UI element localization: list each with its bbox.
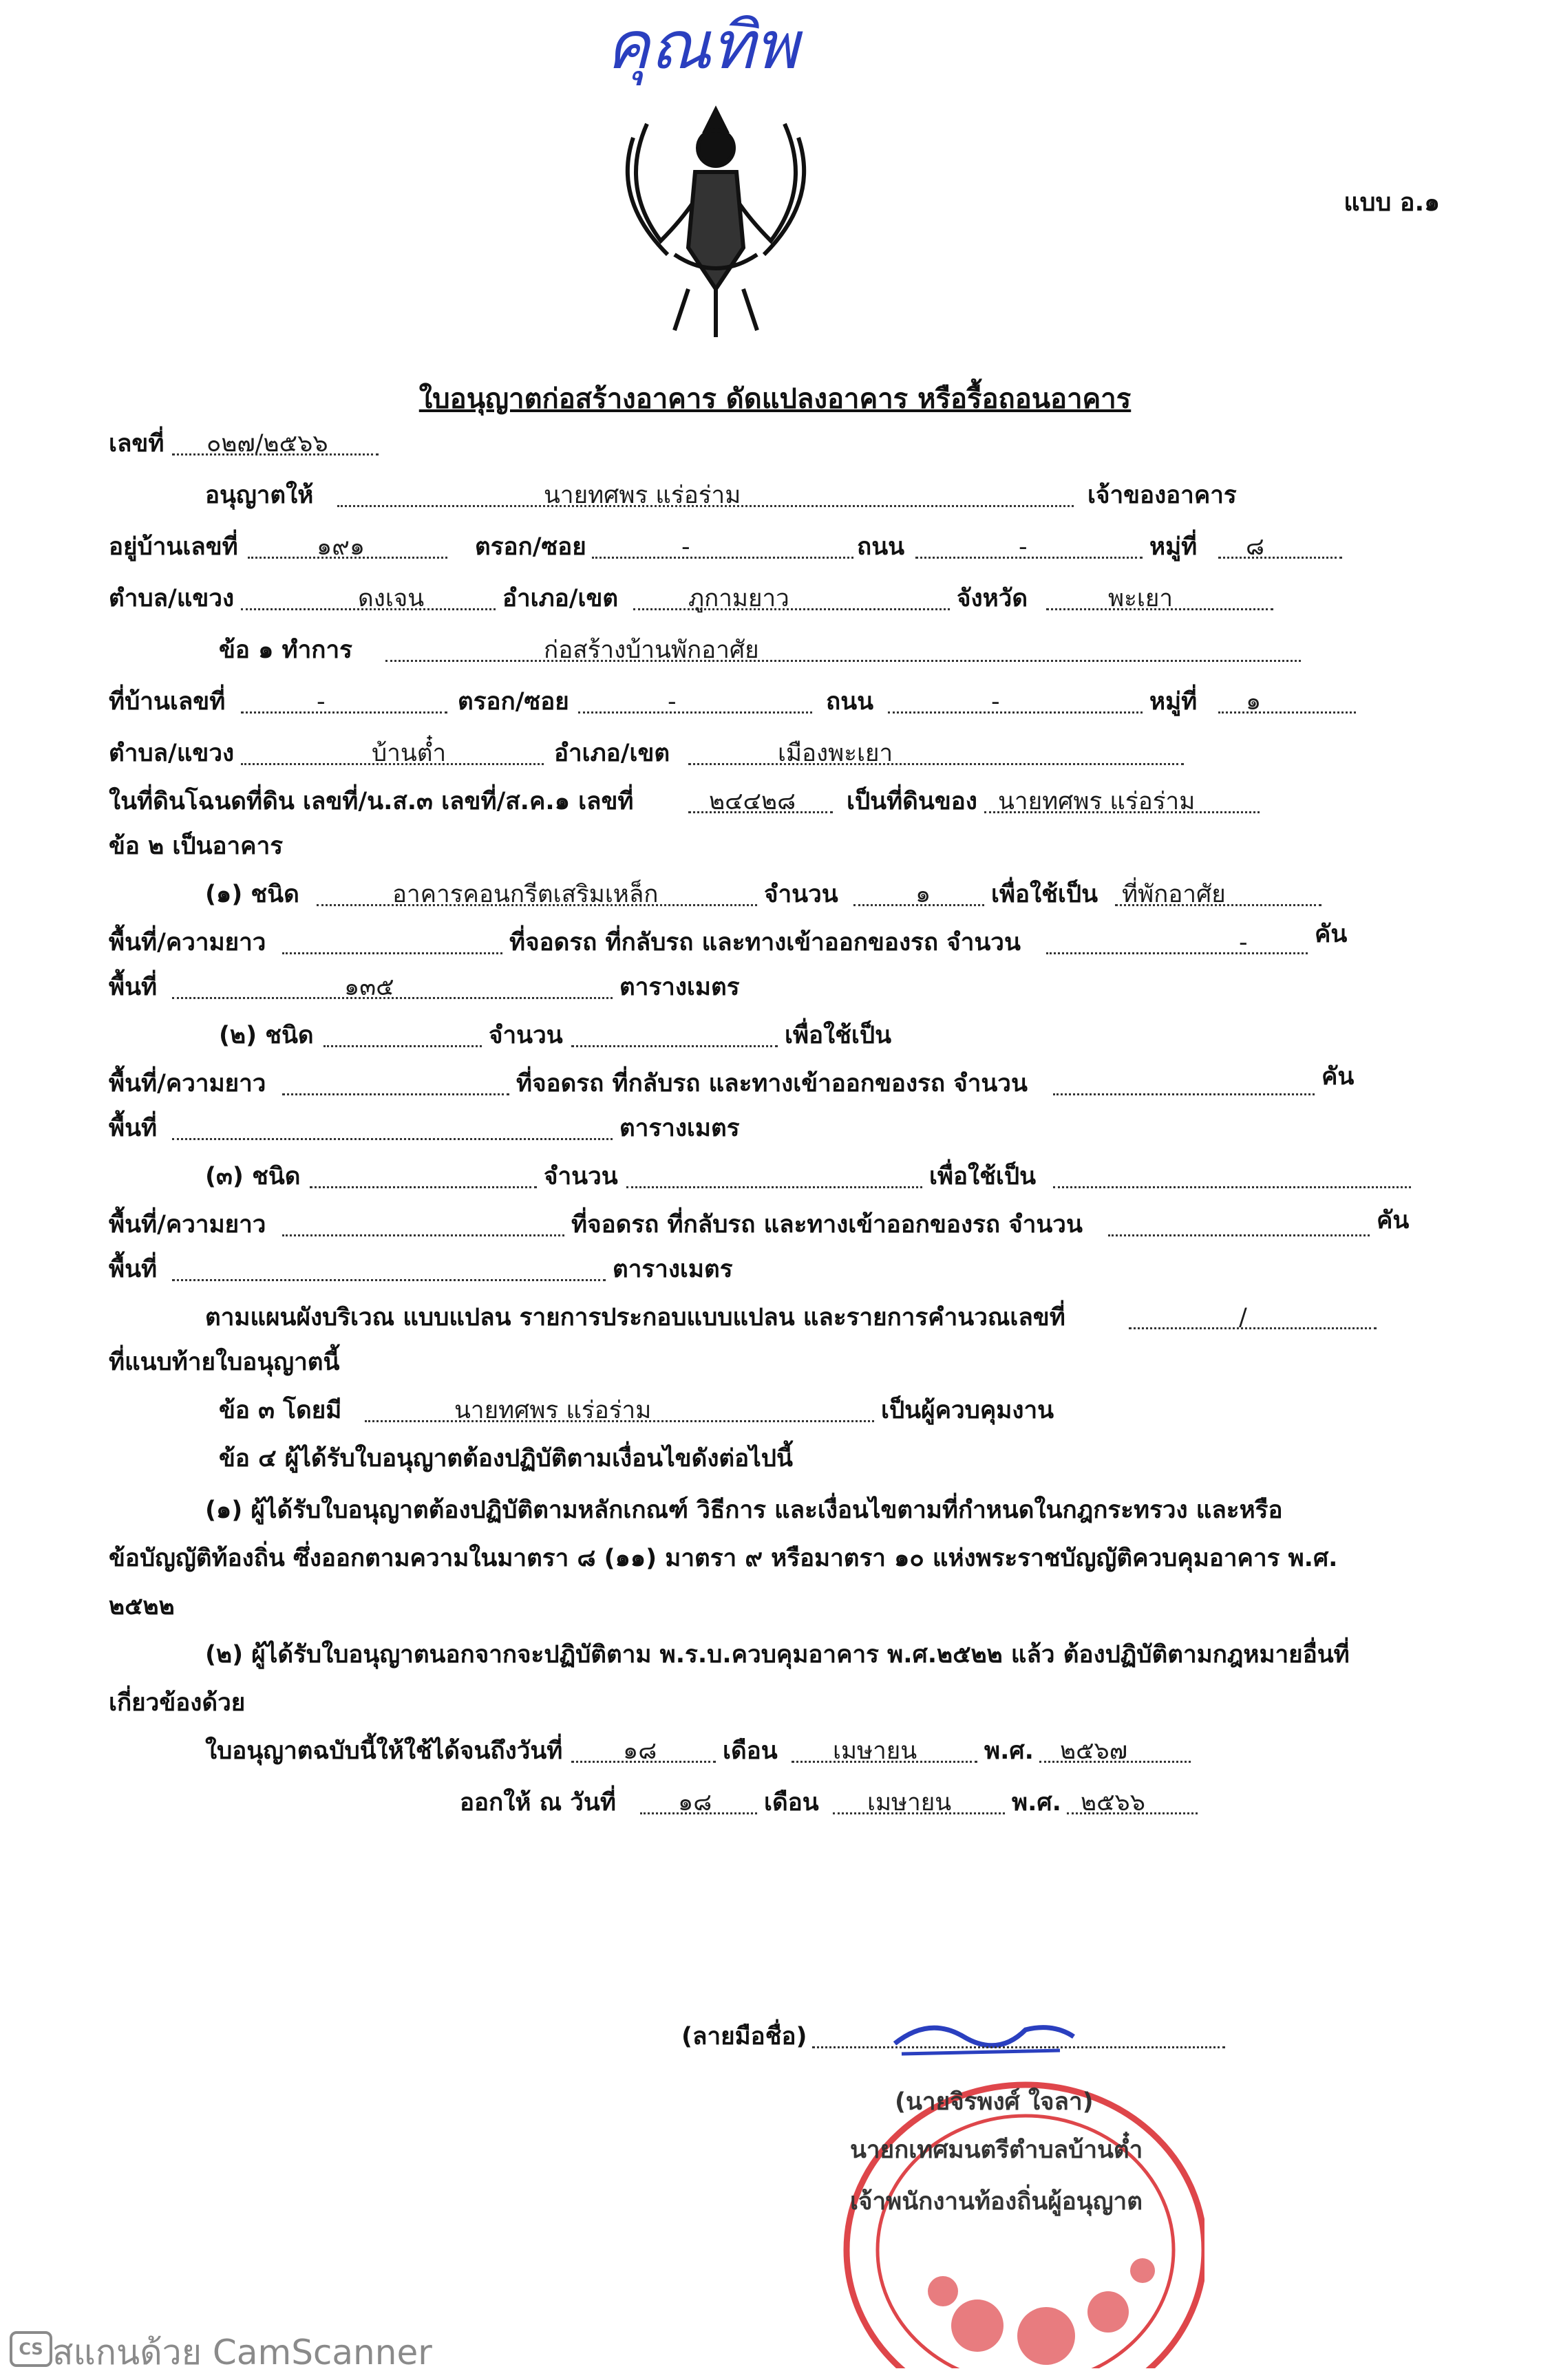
b1-type-value: อาคารคอนกรีตเสริมเหล็ก (392, 881, 659, 908)
site-moo-value: ๑ (1246, 688, 1262, 716)
issued-month-label: เดือน (764, 1789, 819, 1816)
row-address (0, 526, 1550, 575)
row-b1-area (0, 922, 1550, 970)
row-signer-position (0, 2130, 1550, 2178)
row-b3-sqm (0, 1249, 1550, 1297)
row-issued (0, 1782, 1550, 1830)
row-valid (0, 1730, 1550, 1779)
clause2-label: ข้อ ๒ เป็นอาคาร (109, 833, 284, 860)
addr-road-value: - (1019, 533, 1028, 561)
row-b2-area (0, 1063, 1550, 1111)
b3-area-label: พื้นที่/ความยาว (109, 1211, 266, 1239)
issued-year-label: พ.ศ. (1012, 1789, 1061, 1816)
b1-type-label: (๑) ชนิด (205, 881, 299, 908)
row-clause1 (0, 630, 1550, 678)
issued-month: เมษายน (867, 1789, 952, 1816)
plan-value: / (1239, 1304, 1247, 1331)
issued-day: ๑๘ (678, 1789, 712, 1816)
cond2-line1: (๒) ผู้ได้รับใบอนุญาตนอกจากจะปฏิบัติตาม พ.ร.บ.ควบคุมอาคาร พ.ศ.๒๕๒๒ แล้ว ต้องปฏิบัติตามกฎหมายอื่นที่ (205, 1641, 1350, 1669)
addr-moo-value: ๘ (1246, 533, 1265, 561)
b1-parking-value: - (1239, 929, 1248, 956)
valid-label: ใบอนุญาตฉบับนี้ให้ใช้ได้จนถึงวันที่ (205, 1737, 563, 1765)
site-road-label: ถนน (826, 688, 874, 716)
b2-use-label: เพื่อใช้เป็น (785, 1022, 892, 1049)
b3-unit: คัน (1377, 1207, 1410, 1234)
site-amphoe-value: เมืองพะเยา (778, 740, 893, 767)
clause3-value: นายทศพร แร่อร่าม (454, 1397, 652, 1424)
addr-soi-value: - (681, 533, 690, 561)
addr-amphoe-label: อำเภอ/เขต (502, 585, 619, 612)
row-clause4 (0, 1438, 1550, 1486)
site-house-label: ที่บ้านเลขที่ (109, 688, 226, 716)
b1-area2-value: ๑๓๕ (344, 974, 394, 1001)
site-amphoe-label: อำเภอ/เขต (554, 740, 670, 767)
site-tambon-label: ตำบล/แขวง (109, 740, 235, 767)
cond2-line2: เกี่ยวข้องด้วย (109, 1689, 246, 1717)
grantee-value: นายทศพร แร่อร่าม (544, 482, 741, 509)
b2-type-label: (๒) ชนิด (219, 1022, 314, 1049)
signer-position: นายกเทศมนตรีตำบลบ้านต๋ำ (850, 2136, 1143, 2164)
row-site (0, 681, 1550, 729)
b1-count-value: ๑ (915, 881, 931, 908)
cond1-line1: (๑) ผู้ได้รับใบอนุญาตต้องปฏิบัติตามหลักเกณฑ์ วิธีการ และเงื่อนไขตามที่กำหนดในกฎกระทรวง และหรือ (205, 1497, 1283, 1524)
land-label: ในที่ดินโฉนดที่ดิน เลขที่/น.ส.๓ เลขที่/ส.ค.๑ เลขที่ (109, 788, 634, 815)
addr-province-label: จังหวัด (957, 585, 1028, 612)
clause4: ข้อ ๔ ผู้ได้รับใบอนุญาตต้องปฏิบัติตามเงื่อนไขดังต่อไปนี้ (219, 1445, 793, 1472)
row-cond2-1 (0, 1634, 1550, 1682)
site-tambon-value: บ้านต๋ำ (372, 740, 447, 767)
land-value: ๒๔๔๒๘ (709, 788, 796, 815)
b1-parking-label: ที่จอดรถ ที่กลับรถ และทางเข้าออกของรถ จำนวน (509, 929, 1021, 956)
valid-year-label: พ.ศ. (984, 1737, 1034, 1765)
site-moo-label: หมู่ที่ (1149, 688, 1198, 716)
garuda-emblem (606, 83, 826, 344)
addr-house-value: ๑๙๑ (317, 533, 365, 561)
site-soi-value: - (668, 688, 677, 716)
b3-type-label: (๓) ชนิด (205, 1163, 301, 1190)
row-site-2 (0, 733, 1550, 781)
owner-label: เจ้าของอาคาร (1087, 482, 1237, 509)
row-address-2 (0, 578, 1550, 626)
b2-unit: คัน (1321, 1063, 1355, 1091)
b3-parking-label: ที่จอดรถ ที่กลับรถ และทางเข้าออกของรถ จำนวน (571, 1211, 1083, 1239)
addr-moo-label: หมู่ที่ (1149, 533, 1198, 561)
addr-tambon-label: ตำบล/แขวง (109, 585, 235, 612)
row-b3-type (0, 1156, 1550, 1204)
b3-use-label: เพื่อใช้เป็น (929, 1163, 1037, 1190)
permit-no-label: เลขที่ (109, 430, 164, 458)
site-road-value: - (991, 688, 1000, 716)
row-grantee (0, 475, 1550, 523)
valid-month: เมษายน (833, 1737, 917, 1765)
issued-year: ๒๕๖๖ (1081, 1789, 1145, 1816)
b1-unit: คัน (1315, 921, 1348, 948)
row-b2-sqm (0, 1108, 1550, 1156)
b1-area2-label: พื้นที่ (109, 974, 158, 1001)
row-plan-tail (0, 1342, 1550, 1390)
land-owner-label: เป็นที่ดินของ (847, 788, 977, 815)
b1-use-value: ที่พักอาศัย (1122, 881, 1226, 908)
b2-parking-label: ที่จอดรถ ที่กลับรถ และทางเข้าออกของรถ จำนวน (516, 1070, 1028, 1097)
row-land (0, 781, 1550, 829)
cond1-line3: ๒๕๒๒ (109, 1593, 175, 1620)
row-b3-area (0, 1204, 1550, 1252)
page-title: ใบอนุญาตก่อสร้างอาคาร ดัดแปลงอาคาร หรือรื้อถอนอาคาร (418, 383, 1132, 415)
row-cond2-2 (0, 1682, 1550, 1730)
camscanner-icon: CS (10, 2331, 52, 2367)
b3-count-label: จำนวน (544, 1163, 618, 1190)
row-sign (0, 2016, 1550, 2064)
clause3-label: ข้อ ๓ โดยมี (219, 1397, 342, 1424)
b3-area2-label: พื้นที่ (109, 1256, 158, 1283)
row-b2-type (0, 1015, 1550, 1063)
valid-day: ๑๘ (623, 1737, 657, 1765)
row-signer-role (0, 2181, 1550, 2229)
row-cond1-1 (0, 1490, 1550, 1538)
sign-label: (ลายมือชื่อ) (681, 2023, 807, 2050)
handwritten-note: คุณทิพ (606, 7, 798, 84)
row-signer-name (0, 2081, 1550, 2130)
addr-house-label: อยู่บ้านเลขที่ (109, 533, 238, 561)
row-permit-no (0, 423, 1550, 471)
camscanner-watermark: สแกนด้วย CamScanner (52, 2333, 432, 2372)
row-cond1-3 (0, 1586, 1550, 1634)
site-soi-label: ตรอก/ซอย (458, 688, 569, 716)
issued-label: ออกให้ ณ วันที่ (460, 1789, 616, 1816)
addr-road-label: ถนน (857, 533, 905, 561)
row-clause2 (0, 826, 1550, 874)
b1-use-label: เพื่อใช้เป็น (991, 881, 1098, 908)
row-clause3 (0, 1390, 1550, 1438)
addr-amphoe-value: ภูกามยาว (688, 585, 789, 612)
clause3-tail: เป็นผู้ควบคุมงาน (881, 1397, 1054, 1424)
form-code: แบบ อ.๑ (1344, 189, 1440, 217)
row-cond1-2 (0, 1538, 1550, 1586)
signer-role: เจ้าพนักงานท้องถิ่นผู้อนุญาต (850, 2188, 1143, 2216)
site-house-value: - (317, 688, 326, 716)
valid-month-label: เดือน (723, 1737, 778, 1765)
grantee-label: อนุญาตให้ (205, 482, 314, 509)
addr-province-value: พะเยา (1108, 585, 1173, 612)
cond1-line2: ข้อบัญญัติท้องถิ่น ซึ่งออกตามความในมาตรา ๘ (๑๑) มาตรา ๙ หรือมาตรา ๑๐ แห่งพระราชบัญญัติควบคุมอาคาร พ.ศ. (109, 1545, 1338, 1572)
addr-soi-label: ตรอก/ซอย (475, 533, 586, 561)
land-owner-value: นายทศพร แร่อร่าม (998, 788, 1196, 815)
b1-sqm: ตารางเมตร (619, 974, 740, 1001)
b2-area2-label: พื้นที่ (109, 1115, 158, 1142)
plan-tail: ที่แนบท้ายใบอนุญาตนี้ (109, 1349, 340, 1376)
addr-tambon-value: ดงเจน (358, 585, 425, 612)
valid-year: ๒๕๖๗ (1060, 1737, 1128, 1765)
b2-area-label: พื้นที่/ความยาว (109, 1070, 266, 1097)
clause1-value: ก่อสร้างบ้านพักอาศัย (544, 636, 759, 664)
row-b1-sqm (0, 967, 1550, 1015)
b2-count-label: จำนวน (489, 1022, 563, 1049)
plan-label: ตามแผนผังบริเวณ แบบแปลน รายการประกอบแบบแปลน และรายการคำนวณเลขที่ (205, 1304, 1065, 1331)
permit-no-value: ๐๒๗/๒๕๖๖ (206, 430, 328, 458)
row-plan (0, 1297, 1550, 1345)
b3-sqm: ตารางเมตร (613, 1256, 733, 1283)
b2-sqm: ตารางเมตร (619, 1115, 740, 1142)
clause1-label: ข้อ ๑ ทำการ (219, 636, 352, 664)
b1-area-label: พื้นที่/ความยาว (109, 929, 266, 956)
signer-name: (นายจิรพงศ์ ใจลา) (895, 2088, 1094, 2116)
b1-count-label: จำนวน (764, 881, 838, 908)
